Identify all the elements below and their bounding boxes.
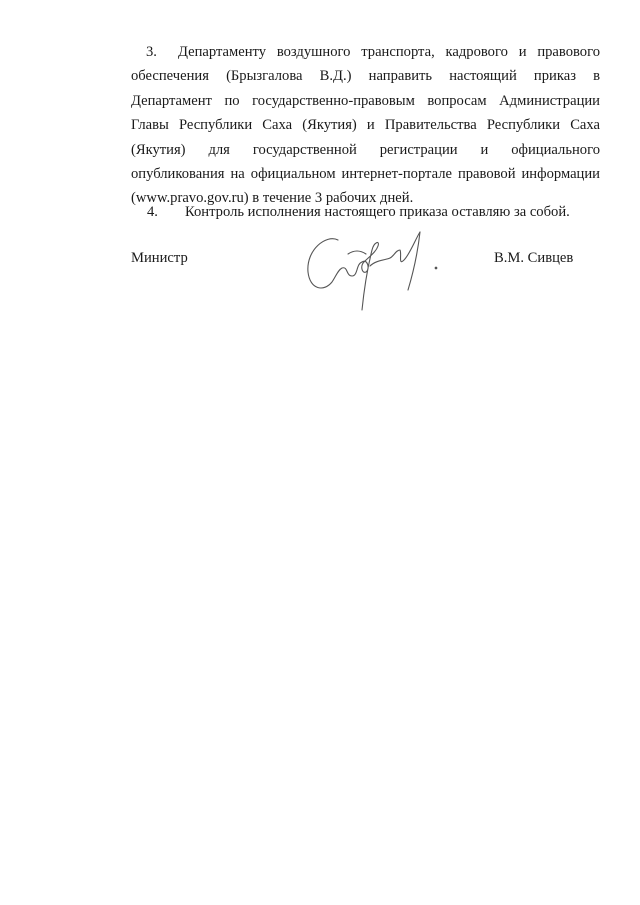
item-3-number: 3. [146, 44, 157, 60]
item-4-text: Контроль исполнения настоящего приказа оставляю за собой. [185, 204, 570, 220]
signatory-name: В.М. Сивцев [494, 250, 574, 266]
item-3-text: Департаменту воздушного транспорта, кадрового и правового обеспечения (Брызгалова В.Д.) направить настоящий приказ в Департамент по государственно-правовым вопросам Администрации Главы Республики Саха (Якутия) и Правительства Республики Саха (Якутия) для государственной регистрации и официального опубликования на официальном интернет-портале правовой информации (www.pravo.gov.ru) в течение 3 рабочих дней. [131, 44, 600, 207]
signatory-position: Министр [131, 250, 188, 266]
paragraph-item-4 [147, 202, 570, 222]
paragraph-item-3 [131, 40, 600, 211]
item-4-number: 4. [147, 204, 158, 220]
handwritten-signature [296, 220, 446, 315]
